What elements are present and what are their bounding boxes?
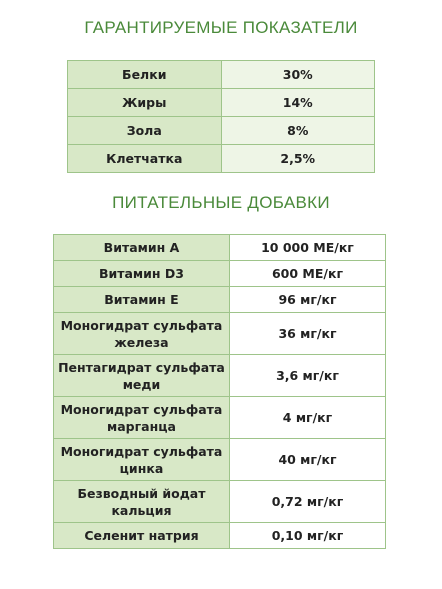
nutrient-name: Жиры <box>68 89 222 117</box>
table-row <box>54 287 386 313</box>
nutrient-value: 8% <box>221 117 375 145</box>
additive-value: 0,72 мг/кг <box>229 481 385 523</box>
table-row <box>68 89 375 117</box>
table-row <box>54 523 386 549</box>
table-row <box>54 261 386 287</box>
nutrient-name: Клетчатка <box>68 145 222 173</box>
nutrient-name: Зола <box>68 117 222 145</box>
table-row <box>54 397 386 439</box>
additive-name: Безводный йодат кальция <box>54 481 230 523</box>
additives-table <box>53 234 386 549</box>
nutrient-value: 30% <box>221 61 375 89</box>
additive-name: Моногидрат сульфата железа <box>54 313 230 355</box>
table-row <box>54 439 386 481</box>
additive-value: 3,6 мг/кг <box>229 355 385 397</box>
additive-value: 96 мг/кг <box>229 287 385 313</box>
additive-value: 0,10 мг/кг <box>229 523 385 549</box>
additive-name: Моногидрат сульфата марганца <box>54 397 230 439</box>
nutrient-name: Белки <box>68 61 222 89</box>
table-row <box>54 481 386 523</box>
additive-value: 4 мг/кг <box>229 397 385 439</box>
nutrient-value: 2,5% <box>221 145 375 173</box>
table-row <box>68 61 375 89</box>
guaranteed-title: ГАРАНТИРУЕМЫЕ ПОКАЗАТЕЛИ <box>84 18 358 37</box>
additive-name: Моногидрат сульфата цинка <box>54 439 230 481</box>
table-row <box>68 117 375 145</box>
additive-name: Витамин А <box>54 235 230 261</box>
table-row <box>54 235 386 261</box>
additives-title: ПИТАТЕЛЬНЫЕ ДОБАВКИ <box>112 193 330 212</box>
additive-value: 36 мг/кг <box>229 313 385 355</box>
additive-value: 600 МЕ/кг <box>229 261 385 287</box>
table-row <box>68 145 375 173</box>
additive-name: Селенит натрия <box>54 523 230 549</box>
additive-value: 40 мг/кг <box>229 439 385 481</box>
table-row <box>54 313 386 355</box>
table-row <box>54 355 386 397</box>
guaranteed-table <box>67 60 375 173</box>
additive-name: Пентагидрат сульфата меди <box>54 355 230 397</box>
nutrient-value: 14% <box>221 89 375 117</box>
additive-value: 10 000 МЕ/кг <box>229 235 385 261</box>
additive-name: Витамин D3 <box>54 261 230 287</box>
additive-name: Витамин Е <box>54 287 230 313</box>
